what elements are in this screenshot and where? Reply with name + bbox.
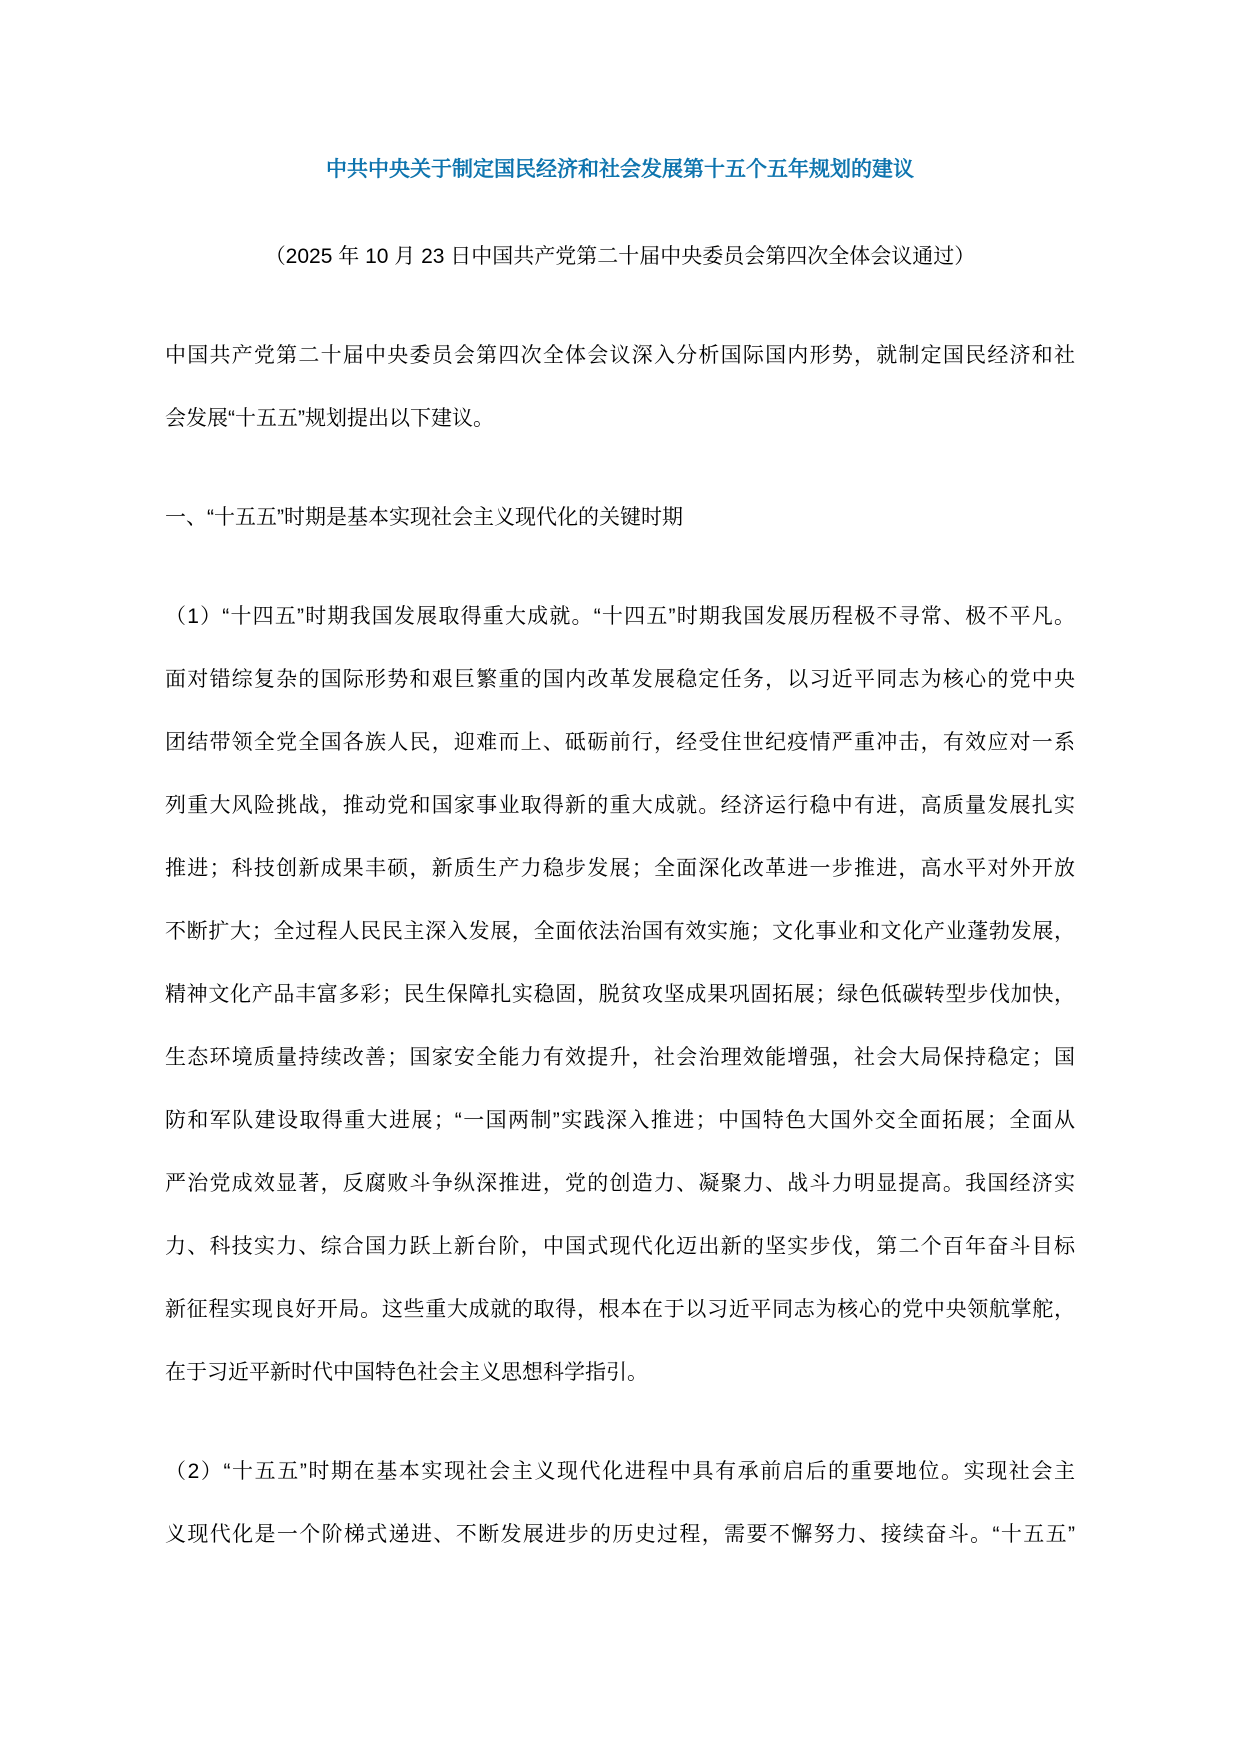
- heading-line: 一、“十五五”时期是基本实现社会主义现代化的关键时期: [165, 506, 683, 529]
- paragraph-line: 生态环境质量持续改善；国家安全能力有效提升，社会治理效能增强，社会大局保持稳定；国: [165, 1046, 1075, 1069]
- paragraph-line: 在于习近平新时代中国特色社会主义思想科学指引。: [165, 1361, 648, 1384]
- point2-paragraph: [165, 1440, 1075, 1566]
- paragraph-line: 防和军队建设取得重大进展；“一国两制”实践深入推进；中国特色大国外交全面拓展；全面从: [165, 1109, 1075, 1132]
- point1-paragraph: [165, 585, 1075, 1404]
- paragraph-line: 会发展“十五五”规划提出以下建议。: [165, 407, 494, 430]
- paragraph-line: （1）“十四五”时期我国发展取得重大成就。“十四五”时期我国发展历程极不寻常、极不平凡。: [165, 605, 1075, 628]
- paragraph-line: 推进；科技创新成果丰硕，新质生产力稳步发展；全面深化改革进一步推进，高水平对外开放: [165, 857, 1075, 880]
- paragraph-line: 力、科技实力、综合国力跃上新台阶，中国式现代化迈出新的坚实步伐，第二个百年奋斗目标: [165, 1235, 1075, 1258]
- intro-paragraph: [165, 324, 1075, 450]
- paragraph-line: 面对错综复杂的国际形势和艰巨繁重的国内改革发展稳定任务，以习近平同志为核心的党中央: [165, 668, 1075, 691]
- paragraph-line: 列重大风险挑战，推动党和国家事业取得新的重大成就。经济运行稳中有进，高质量发展扎实: [165, 794, 1075, 817]
- section1-heading: [165, 486, 1075, 549]
- document-title: 中共中央关于制定国民经济和社会发展第十五个五年规划的建议: [326, 158, 914, 181]
- paragraph-line: （2）“十五五”时期在基本实现社会主义现代化进程中具有承前启后的重要地位。实现社会主: [165, 1460, 1075, 1483]
- paragraph-line: 新征程实现良好开局。这些重大成就的取得，根本在于以习近平同志为核心的党中央领航掌舵，: [165, 1298, 1075, 1321]
- paragraph-line: 团结带领全党全国各族人民，迎难而上、砥砺前行，经受住世纪疫情严重冲击，有效应对一系: [165, 731, 1075, 754]
- paragraph-line: 不断扩大；全过程人民民主深入发展，全面依法治国有效实施；文化事业和文化产业蓬勃发展，: [165, 920, 1075, 943]
- paragraph-line: 义现代化是一个阶梯式递进、不断发展进步的历史过程，需要不懈努力、接续奋斗。“十五五”: [165, 1523, 1075, 1546]
- paragraph-line: 中国共产党第二十届中央委员会第四次全体会议深入分析国际国内形势，就制定国民经济和社: [165, 344, 1075, 367]
- paragraph-line: 精神文化产品丰富多彩；民生保障扎实稳固，脱贫攻坚成果巩固拓展；绿色低碳转型步伐加快，: [165, 983, 1075, 1006]
- paragraph-line: 严治党成效显著，反腐败斗争纵深推进，党的创造力、凝聚力、战斗力明显提高。我国经济实: [165, 1172, 1075, 1195]
- document-subtitle: （2025 年 10 月 23 日中国共产党第二十届中央委员会第四次全体会议通过）: [264, 245, 976, 268]
